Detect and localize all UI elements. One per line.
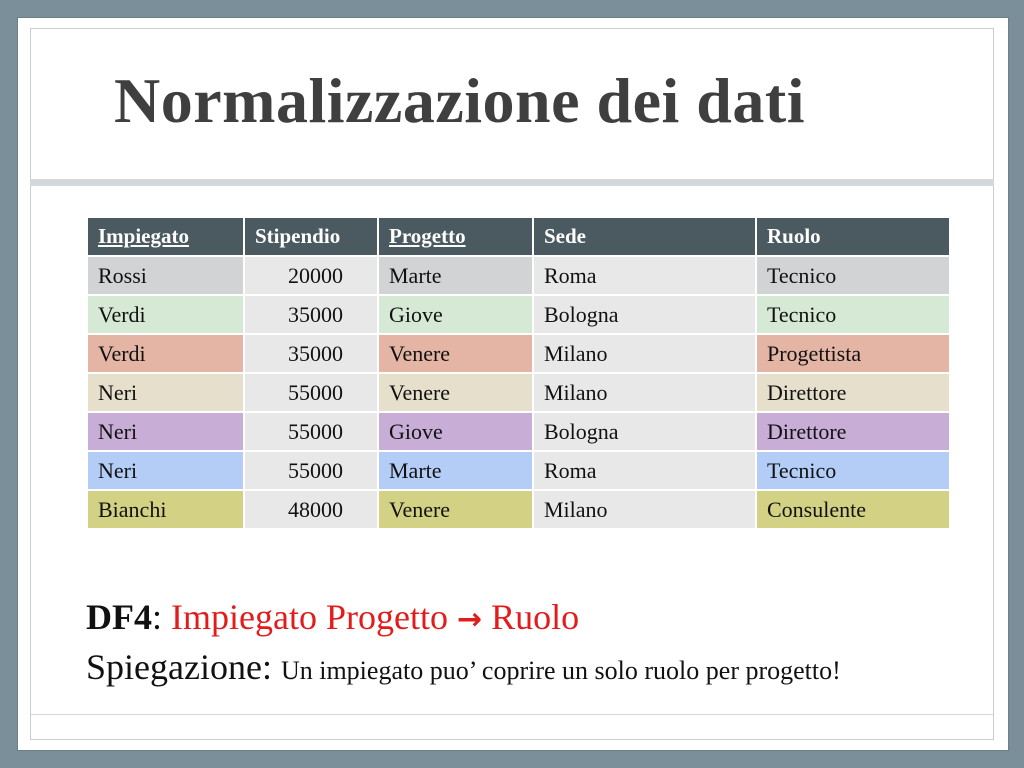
- table-row: [88, 374, 949, 411]
- cell-stipendio: 48000: [245, 491, 377, 528]
- cell-sede: Milano: [534, 374, 755, 411]
- cell-sede: Bologna: [534, 296, 755, 333]
- table-row: [88, 491, 949, 528]
- table-header-row: [88, 218, 949, 255]
- cell-ruolo: Tecnico: [757, 257, 949, 294]
- cell-sede: Roma: [534, 452, 755, 489]
- explanation-text: Un impiegato puo’ coprire un solo ruolo per progetto!: [280, 656, 841, 685]
- cell-sede: Roma: [534, 257, 755, 294]
- header-impiegato: Impiegato: [88, 218, 243, 255]
- functional-dependency: [86, 596, 579, 638]
- cell-progetto: Marte: [379, 452, 532, 489]
- cell-progetto: Marte: [379, 257, 532, 294]
- cell-stipendio: 35000: [245, 296, 377, 333]
- cell-sede: Milano: [534, 491, 755, 528]
- slide-title: Normalizzazione dei dati: [114, 65, 805, 136]
- cell-progetto: Giove: [379, 296, 532, 333]
- dependency-rhs: Ruolo: [491, 597, 580, 637]
- cell-impiegato: Bianchi: [88, 491, 243, 528]
- header-ruolo: Ruolo: [757, 218, 949, 255]
- header-sede: Sede: [534, 218, 755, 255]
- cell-ruolo: Direttore: [757, 374, 949, 411]
- table-row: [88, 452, 949, 489]
- cell-ruolo: Consulente: [757, 491, 949, 528]
- table-row: [88, 335, 949, 372]
- table-row: [88, 413, 949, 450]
- cell-impiegato: Verdi: [88, 335, 243, 372]
- explanation-label: Spiegazione:: [86, 647, 272, 687]
- cell-progetto: Venere: [379, 491, 532, 528]
- cell-stipendio: 55000: [245, 413, 377, 450]
- cell-ruolo: Tecnico: [757, 296, 949, 333]
- cell-stipendio: 20000: [245, 257, 377, 294]
- cell-impiegato: Verdi: [88, 296, 243, 333]
- cell-progetto: Venere: [379, 335, 532, 372]
- table-row: [88, 296, 949, 333]
- cell-ruolo: Tecnico: [757, 452, 949, 489]
- dependency-separator: :: [152, 597, 163, 637]
- cell-impiegato: Rossi: [88, 257, 243, 294]
- cell-sede: Milano: [534, 335, 755, 372]
- cell-progetto: Giove: [379, 413, 532, 450]
- header-stipendio: Stipendio: [245, 218, 377, 255]
- cell-stipendio: 55000: [245, 374, 377, 411]
- cell-impiegato: Neri: [88, 374, 243, 411]
- header-progetto: Progetto: [379, 218, 532, 255]
- slide: [18, 18, 1008, 750]
- cell-ruolo: Progettista: [757, 335, 949, 372]
- dependency-label: DF4: [86, 597, 152, 637]
- bottom-divider: [30, 714, 994, 715]
- cell-impiegato: Neri: [88, 452, 243, 489]
- cell-progetto: Venere: [379, 374, 532, 411]
- title-divider: [30, 179, 994, 186]
- table-row: [88, 257, 949, 294]
- cell-impiegato: Neri: [88, 413, 243, 450]
- explanation: [86, 646, 841, 688]
- cell-sede: Bologna: [534, 413, 755, 450]
- employee-table: [86, 216, 951, 530]
- cell-stipendio: 55000: [245, 452, 377, 489]
- arrow-icon: →: [456, 602, 483, 637]
- dependency-lhs: Impiegato Progetto: [171, 597, 448, 637]
- cell-ruolo: Direttore: [757, 413, 949, 450]
- cell-stipendio: 35000: [245, 335, 377, 372]
